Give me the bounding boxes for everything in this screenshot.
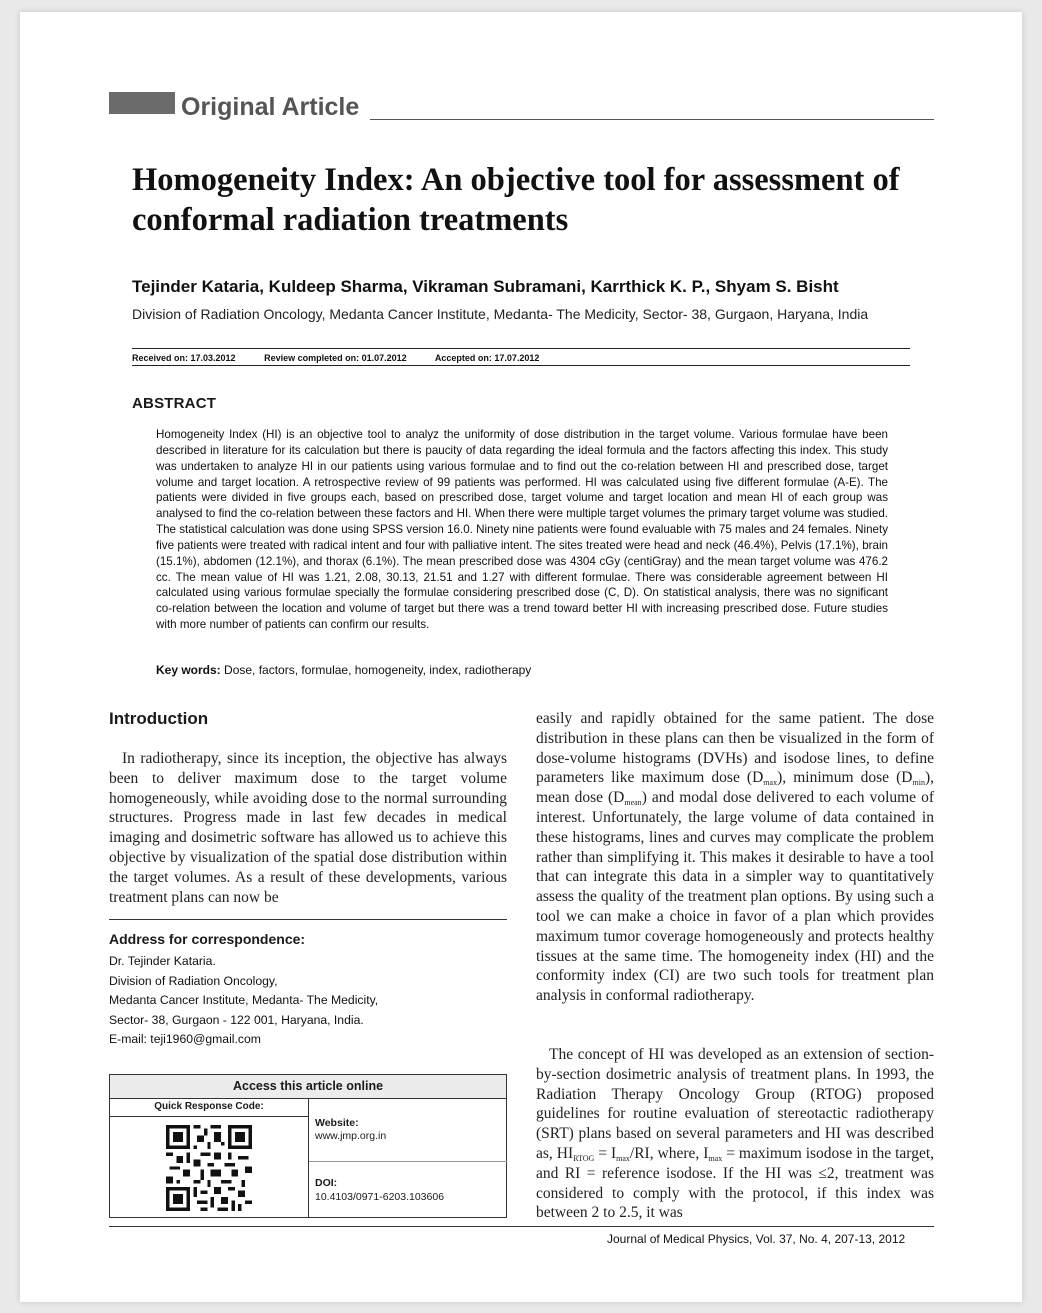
column2-paragraph-1: easily and rapidly obtained for the same patient. The dose distribution in these plans can then be visualized in the form of dose-volume histograms (DVHs) and isodose lines, to define parameters like maximum dose $(D_{max})$, minimum dose $(D_{min})$, mean dose $(D_{mean})$ and modal dose delivered to each volume of interest. Unfortunately, the large volume of data contained in these histograms, lines and curves may complicate the problem rather than simplifying it. This makes it desirable to have a tool that can integrate this data in a simpler way to quantitatively assess the quality of the treatment plan options. By using such a tool we can make a choice in favor of a plan which provides maximum tumor coverage homogeneously and protects healthy tissues at the same time. The homogeneity index (HI) and the conformity index (CI) are two such tools for treatment plan analysis in conformal radiotherapy. bbox=[536, 710, 934, 1005]
introduction-text: In radiotherapy, since its inception, the objective has always been to deliver maximum dose to the target volume homogeneously, while avoiding dose to the normal surrounding structures. Progress made in last few decades in medical imaging and dosimetric software has allowed us to achieve this objective by visualization of the spatial dose distribution within the target volumes. As a result of these developments, various treatment plans can now be bbox=[109, 750, 507, 906]
section-bar bbox=[109, 92, 175, 114]
qr-code-icon[interactable] bbox=[166, 1125, 252, 1211]
doi-label: DOI: bbox=[315, 1177, 338, 1189]
review-date: Review completed on: 01.07.2012 bbox=[264, 353, 407, 363]
dates-row bbox=[132, 353, 565, 363]
box-divider-horizontal bbox=[309, 1161, 507, 1162]
doi-link[interactable]: 10.4103/0971-6203.103606 bbox=[315, 1191, 445, 1203]
website-link[interactable]: www.jmp.org.in bbox=[315, 1130, 387, 1142]
correspondence-rule bbox=[109, 919, 507, 920]
introduction-heading: Introduction bbox=[109, 709, 209, 728]
abstract-heading: ABSTRACT bbox=[132, 395, 217, 412]
received-date: Received on: 17.03.2012 bbox=[132, 353, 236, 363]
correspondence-line: Dr. Tejinder Kataria. bbox=[109, 954, 216, 968]
keywords-label: Key words: bbox=[156, 663, 221, 677]
author-list: Tejinder Kataria, Kuldeep Sharma, Vikraman Subramani, Karrthick K. P., Shyam S. Bisht bbox=[132, 277, 839, 296]
affiliation: Division of Radiation Oncology, Medanta Cancer Institute, Medanta- The Medicity, Sector- 38, Gurgaon, Haryana, India bbox=[132, 306, 869, 322]
correspondence-email[interactable]: E-mail: teji1960@gmail.com bbox=[109, 1032, 261, 1047]
journal-citation: Journal of Medical Physics, Vol. 37, No. 4, 207-13, 2012 bbox=[607, 1232, 906, 1246]
correspondence-line: Division of Radiation Oncology, bbox=[109, 973, 278, 988]
column2-paragraph-2: The concept of HI was developed as an extension of section-by-section dosimetric analysis of treatment plans. In 1993, the Radiation Therapy Oncology Group (RTOG) proposed guidelines for routine evaluation of stereotactic radiotherapy (SRT) plans based on several parameters and HI was described as, $HI_{RTOG} = I_{max}/RI$, where, $I_{max}$ = maximum isodose in the target, and RI = reference isodose. If the HI was ≤2, treatment was considered to comply with the protocol, if this index was between 2 to 2.5, it was bbox=[536, 1046, 934, 1222]
keywords-list: Dose, factors, formulae, homogeneity, index, radiotherapy bbox=[224, 663, 532, 677]
correspondence-line: Medanta Cancer Institute, Medanta- The Medicity, bbox=[109, 993, 379, 1008]
section-label: Original Article bbox=[181, 93, 360, 121]
article-page bbox=[20, 12, 1022, 1302]
abstract-text: Homogeneity Index (HI) is an objective tool to analyz the uniformity of dose distribution in the target volume. Various formulae have been described in literature for its calculation but there is paucity of data regarding the ideal formula and the factors affecting this index. This study was undertaken to analyze HI in our patients using various formulae and to find out the co-relation between HI and prescribed dose, target volume and target location. A retrospective review of 99 patients was performed. HI was calculated using five different formulae (A-E). The patients were divided in five groups each, based on prescribed dose, target volume and target location and mean HI of each group was analysed to find the co-relation between these factors and HI. When there were multiple target volumes the primary target volume was studied. The statistical calculation was done using SPSS version 16.0. Ninety nine patients were found evaluable with 75 males and 24 females. Ninety five patients were treated with radical intent and four with palliative intent. The sites treated were head and neck (46.4%), Pelvis (17.1%), brain (15.1%), abdomen (12.1%), and thorax (6.1%). The mean prescribed dose was 4304 cGy (centiGray) and the mean target volume was 476.2 cc. The mean value of HI was 1.21, 2.08, 30.13, 21.51 and 1.27 with different formulae. There was considerable agreement between HI calculated using various formulae specially the formulae considering prescribed dose (C, D). On statistical analysis, there was no significant co-relation between the location and volume of target but there was a trend toward better HI with increasing prescribed dose. Future studies with more number of patients can confirm our results. bbox=[156, 428, 888, 632]
box-divider-vertical bbox=[308, 1116, 309, 1217]
access-article-box bbox=[109, 1074, 507, 1218]
footer-rule bbox=[109, 1226, 934, 1227]
section-rule bbox=[370, 119, 934, 120]
correspondence-heading: Address for correspondence: bbox=[109, 931, 306, 947]
website-label: Website: bbox=[315, 1117, 359, 1129]
keywords bbox=[156, 663, 531, 677]
article-title: Homogeneity Index: An objective tool for assessment of conformal radiation treatments bbox=[132, 162, 900, 238]
dates-top-rule bbox=[132, 348, 910, 349]
correspondence-line: Sector- 38, Gurgaon - 122 001, Haryana, India. bbox=[109, 1012, 364, 1027]
dates-bottom-rule bbox=[132, 365, 910, 366]
access-box-heading: Access this article online bbox=[110, 1075, 506, 1099]
qr-code-label: Quick Response Code: bbox=[110, 1098, 309, 1117]
accepted-date: Accepted on: 17.07.2012 bbox=[434, 353, 540, 363]
correspondence-address bbox=[109, 952, 378, 1050]
